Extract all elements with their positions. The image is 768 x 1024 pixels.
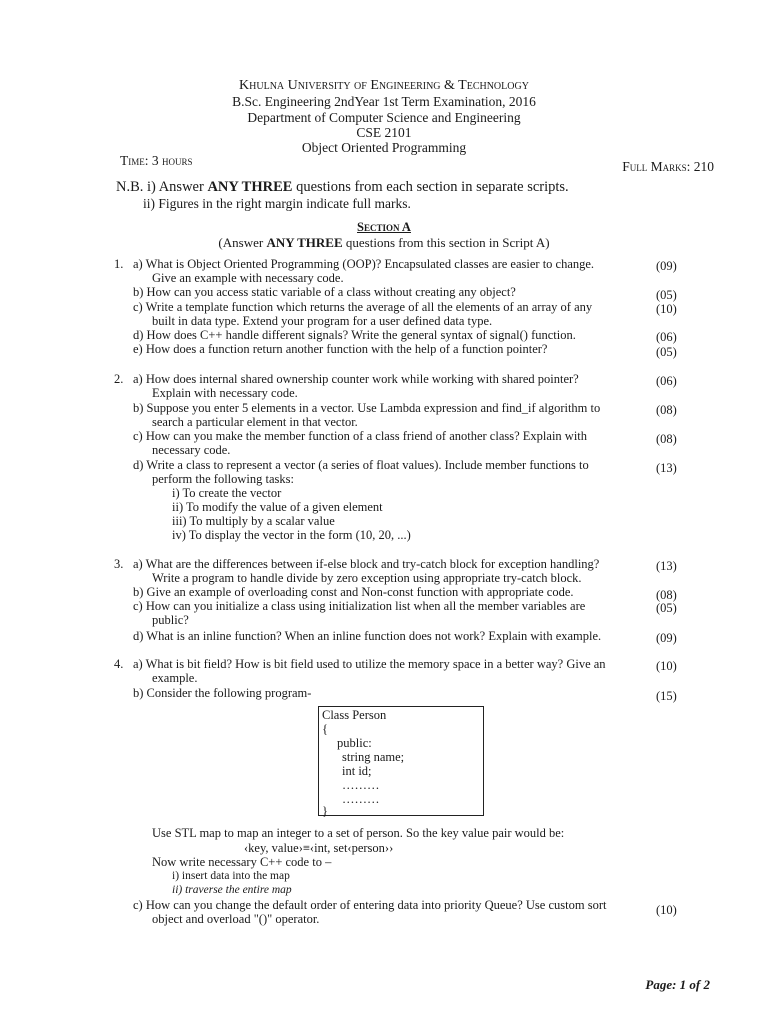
code-line: Class Person xyxy=(322,708,387,722)
q1-d-marks: (06) xyxy=(656,330,677,344)
question-number: 3. xyxy=(114,557,124,571)
page-number: Page: 1 of 2 xyxy=(645,977,710,992)
q2-d-i: i) To create the vector xyxy=(172,486,282,500)
q3-b-marks: (08) xyxy=(656,588,677,602)
code-line: ……… xyxy=(342,778,380,792)
q2-d-iii: iii) To multiply by a scalar value xyxy=(172,514,335,528)
q4-b-text1: Use STL map to map an integer to a set of person. So the key value pair would be: xyxy=(152,826,565,840)
q3-a-marks: (13) xyxy=(656,559,677,573)
note-1 xyxy=(116,179,569,196)
code-line: public: xyxy=(337,736,372,750)
code-box xyxy=(318,706,484,816)
note-1-post: questions from each section in separate scripts. xyxy=(292,179,569,195)
code-line: int id; xyxy=(342,764,372,778)
exam-time: Time: 3 hours xyxy=(120,153,193,168)
q2-d-line1: d) Write a class to represent a vector (a series of float values). Include member functions to xyxy=(133,458,589,472)
q2-c-line1: c) How can you make the member function of a class friend of another class? Explain with xyxy=(133,429,588,443)
q1-c-marks: (10) xyxy=(656,302,677,316)
code-line: string name; xyxy=(342,750,405,764)
q4-b-ii: ii) traverse the entire map xyxy=(172,884,292,896)
note-1-pre: N.B. i) Answer xyxy=(116,179,208,195)
q2-b-line1: b) Suppose you enter 5 elements in a vector. Use Lambda expression and find_if algorithm to xyxy=(133,401,601,415)
q4-b: b) Consider the following program- xyxy=(133,686,312,700)
q4-b-marks: (15) xyxy=(656,689,677,703)
q2-b-marks: (08) xyxy=(656,403,677,417)
q4-a-line1: a) What is bit field? How is bit field used to utilize the memory space in a better way? Give an xyxy=(133,657,606,671)
q1-b: b) How can you access static variable of a class without creating any object? xyxy=(133,285,516,299)
department: Department of Computer Science and Engineering xyxy=(247,110,521,125)
q1-a-line2: Give an example with necessary code. xyxy=(152,271,344,285)
section-sub-pre: (Answer xyxy=(218,235,267,250)
course-code: CSE 2101 xyxy=(356,125,412,140)
q2-d-line2: perform the following tasks: xyxy=(152,472,294,486)
q2-a-line1: a) How does internal shared ownership counter work while working with shared pointer? xyxy=(133,372,579,386)
q4-b-text3: Now write necessary C++ code to – xyxy=(152,855,332,869)
q1-e: e) How does a function return another function with the help of a function pointer? xyxy=(133,342,548,356)
q4-b-i: i) insert data into the map xyxy=(172,870,290,882)
q3-d: d) What is an inline function? When an inline function does not work? Explain with example. xyxy=(133,629,602,643)
section-title: Section A xyxy=(357,220,411,234)
section-instruction xyxy=(0,235,768,251)
code-line: ……… xyxy=(342,792,380,806)
question-number: 2. xyxy=(114,372,124,386)
q3-d-marks: (09) xyxy=(656,631,677,645)
question-number: 4. xyxy=(114,657,124,671)
q3-c-marks: (05) xyxy=(656,601,677,615)
q4-c-line1: c) How can you change the default order of entering data into priority Queue? Use custom sort xyxy=(133,898,607,912)
q3-c-line1: c) How can you initialize a class using initialization list when all the member variables are xyxy=(133,599,586,613)
question-number: 1. xyxy=(114,257,124,271)
q2-c-marks: (08) xyxy=(656,432,677,446)
q2-a-marks: (06) xyxy=(656,374,677,388)
q1-a-line1: a) What is Object Oriented Programming (OOP)? Encapsulated classes are easier to change. xyxy=(133,257,595,271)
university-name: Khulna University of Engineering & Technology xyxy=(239,78,529,93)
note-1-bold: ANY THREE xyxy=(207,179,293,195)
q4-b-text2: ‹key, value›≡‹int, set‹person›› xyxy=(244,841,394,855)
q2-d-iv: iv) To display the vector in the form (10, 20, ...) xyxy=(172,528,411,542)
q3-c-line2: public? xyxy=(152,613,189,627)
code-line: { xyxy=(322,722,328,736)
q2-b-line2: search a particular element in that vector. xyxy=(152,415,358,429)
q1-b-marks: (05) xyxy=(656,288,677,302)
q1-e-marks: (05) xyxy=(656,345,677,359)
q1-a-marks: (09) xyxy=(656,259,677,273)
q1-c-line2: built in data type. Extend your program for a user defined data type. xyxy=(152,314,493,328)
course-title: Object Oriented Programming xyxy=(301,140,467,155)
q2-c-line2: necessary code. xyxy=(152,443,231,457)
code-line: } xyxy=(322,804,328,818)
q4-c-line2: object and overload "()" operator. xyxy=(152,912,320,926)
q2-d-ii: ii) To modify the value of a given element xyxy=(172,500,383,514)
q4-a-line2: example. xyxy=(152,671,198,685)
q3-b: b) Give an example of overloading const and Non-const function with appropriate code. xyxy=(133,585,574,599)
section-sub-post: questions from this section in Script A) xyxy=(342,235,550,250)
note-2: ii) Figures in the right margin indicate full marks. xyxy=(143,196,411,211)
q3-a-line2: Write a program to handle divide by zero exception using appropriate try-catch block. xyxy=(152,571,582,585)
q2-d-marks: (13) xyxy=(656,461,677,475)
q2-a-line2: Explain with necessary code. xyxy=(152,386,298,400)
q1-d: d) How does C++ handle different signals? Write the general syntax of signal() function. xyxy=(133,328,576,342)
q3-a-line1: a) What are the differences between if-else block and try-catch block for exception handling? xyxy=(133,557,600,571)
exam-title: B.Sc. Engineering 2ndYear 1st Term Examination, 2016 xyxy=(232,94,536,109)
full-marks: Full Marks: 210 xyxy=(622,159,714,174)
q4-c-marks: (10) xyxy=(656,903,677,917)
q4-a-marks: (10) xyxy=(656,659,677,673)
q1-c-line1: c) Write a template function which returns the average of all the elements of an array of any xyxy=(133,300,593,314)
section-sub-bold: ANY THREE xyxy=(266,235,343,250)
